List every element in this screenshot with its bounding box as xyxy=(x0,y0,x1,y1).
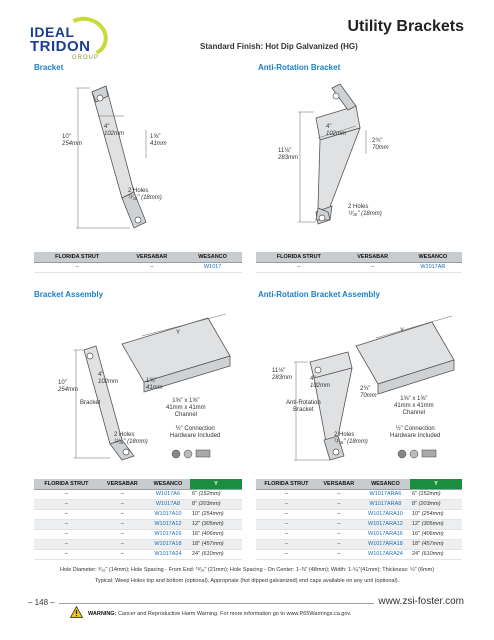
col-y: Y xyxy=(410,479,462,489)
website-link[interactable]: www.zsi-foster.com xyxy=(374,596,464,607)
col-wesanco: WESANCO xyxy=(404,252,462,262)
anti-rotation-height-in: 11⅛" xyxy=(278,148,292,154)
anti-rotation-holes-label xyxy=(348,204,382,218)
col-versabar: VERSABAR xyxy=(120,252,183,262)
anti-rotation-assembly-connection-label xyxy=(390,426,440,440)
bracket-assembly-height-label xyxy=(58,380,78,394)
cell-versabar: – xyxy=(99,519,146,529)
bracket-width-mm: 102mm xyxy=(104,130,125,137)
cell-wesanco: W1017A8 xyxy=(146,499,190,509)
cell-versabar: – xyxy=(99,529,146,539)
cell-y xyxy=(410,509,462,519)
y-mm: (610mm) xyxy=(421,551,444,557)
anti-rotation-assembly-height-label xyxy=(272,368,292,382)
y-inches: 10" xyxy=(412,511,421,517)
page-number: – 148 – xyxy=(28,598,59,607)
anti-rotation-height-mm: 283mm xyxy=(278,154,299,161)
col-florida-strut: FLORIDA STRUT xyxy=(256,479,317,489)
bracket-height-in: 10" xyxy=(62,134,71,140)
anti-rotation-assembly-channel: 1⅝" x 1⅝" xyxy=(400,396,428,402)
cell-florida: – xyxy=(34,489,99,499)
y-mm: (305mm) xyxy=(201,521,224,527)
bracket-assembly-flange-in: 1⅝" xyxy=(146,378,157,384)
y-mm: (254mm) xyxy=(421,511,444,517)
bracket-flange-mm: 41mm xyxy=(150,140,167,147)
anti-rotation-table xyxy=(256,252,462,273)
cell-wesanco: W1017 xyxy=(183,262,242,272)
y-mm: (406mm) xyxy=(421,531,444,537)
cell-versabar: – xyxy=(99,549,146,559)
y-inches: 12" xyxy=(412,521,421,527)
cell-florida: – xyxy=(34,539,99,549)
y-inches: 16" xyxy=(192,531,201,537)
table-row xyxy=(256,499,462,509)
section-title-bracket-assembly: Bracket Assembly xyxy=(34,290,104,299)
cell-florida: – xyxy=(256,519,317,529)
bracket-drawing xyxy=(30,72,230,252)
cell-wesanco: W1017AR xyxy=(404,262,462,272)
col-versabar: VERSABAR xyxy=(317,479,361,489)
anti-rotation-height-label xyxy=(278,148,298,162)
warning-triangle-icon xyxy=(70,606,83,618)
anti-rotation-assembly-channel-mm: 41mm x 41mm xyxy=(394,402,434,409)
bracket-assembly-flange-label xyxy=(146,378,163,392)
bracket-assembly-height-in: 10" xyxy=(58,380,67,386)
cell-versabar: – xyxy=(317,549,361,559)
table-row xyxy=(256,262,462,272)
page-subtitle: Standard Finish: Hot Dip Galvanized (HG) xyxy=(200,42,358,51)
anti-rotation-assembly-width-label xyxy=(310,376,330,390)
table-row xyxy=(256,489,462,499)
table-row xyxy=(34,262,242,272)
y-inches: 16" xyxy=(412,531,421,537)
cell-wesanco: W1017ARA10 xyxy=(361,509,410,519)
anti-rotation-assembly-part2: Bracket xyxy=(293,406,314,413)
cell-y xyxy=(190,539,242,549)
y-mm: (152mm) xyxy=(418,491,441,497)
y-inches: 18" xyxy=(412,541,421,547)
bracket-flange-label xyxy=(150,134,167,148)
cell-wesanco: W1017A6 xyxy=(146,489,190,499)
cell-y xyxy=(410,499,462,509)
cell-florida: – xyxy=(256,499,317,509)
cell-y xyxy=(410,529,462,539)
bracket-holes: 2 Holes xyxy=(128,188,149,194)
anti-rotation-assembly-hole-size: ¹¹⁄₁₆" (18mm) xyxy=(334,438,368,445)
y-mm: (203mm) xyxy=(418,501,441,507)
cell-florida: – xyxy=(34,262,120,272)
cell-versabar: – xyxy=(99,509,146,519)
anti-rotation-flange-mm: 70mm xyxy=(372,144,389,151)
table-row xyxy=(256,539,462,549)
anti-rotation-hole-size: ¹¹⁄₁₆" (18mm) xyxy=(348,210,382,217)
cell-wesanco: W1017ARA16 xyxy=(361,529,410,539)
col-y: Y xyxy=(190,479,242,489)
cell-florida: – xyxy=(34,529,99,539)
cell-versabar: – xyxy=(317,499,361,509)
bracket-assembly-holes-label xyxy=(114,432,148,446)
bracket-width-in: 4" xyxy=(104,124,110,130)
y-inches: 6" xyxy=(192,491,198,497)
typical-note: Typical: Weep Holes top and bottom (optional), Appropriate (hot dipped galvanized) end caps available on any unit (optional). xyxy=(94,578,400,584)
bracket-height-label xyxy=(62,134,82,148)
col-versabar: VERSABAR xyxy=(342,252,404,262)
bracket-assembly-channel-label xyxy=(166,398,206,419)
anti-rotation-assembly-height-mm: 283mm xyxy=(272,374,293,381)
bracket-assembly-conn2: Hardware Included xyxy=(170,432,221,439)
y-mm: (152mm) xyxy=(198,491,221,497)
cell-wesanco: W1017A16 xyxy=(146,529,190,539)
anti-rotation-assembly-holes: 2 Holes xyxy=(334,432,355,438)
cell-wesanco: W1017ARA24 xyxy=(361,549,410,559)
bracket-assembly-width-in: 4" xyxy=(98,372,104,378)
y-mm: (457mm) xyxy=(421,541,444,547)
cell-florida: – xyxy=(256,539,317,549)
y-mm: (457mm) xyxy=(201,541,224,547)
anti-rotation-assembly-channel-label xyxy=(394,396,434,417)
page-title: Utility Brackets xyxy=(347,18,464,35)
cell-versabar: – xyxy=(317,529,361,539)
anti-rotation-width-label xyxy=(326,124,346,138)
cell-wesanco: W1017ARA6 xyxy=(361,489,410,499)
anti-rotation-assembly-conn2: Hardware Included xyxy=(390,432,441,439)
anti-rotation-assembly-part: Anti-Rotation xyxy=(286,400,321,406)
table-row xyxy=(34,519,242,529)
bracket-flange-in: 1⅝" xyxy=(150,134,161,140)
y-inches: 24" xyxy=(412,551,421,557)
anti-rotation-assembly-width-mm: 102mm xyxy=(310,382,331,389)
anti-rotation-assembly-flange-in: 2¾" xyxy=(360,386,371,392)
cell-versabar: – xyxy=(120,262,183,272)
logo-line-2: TRIDON xyxy=(30,38,91,55)
cell-florida: – xyxy=(34,549,99,559)
y-mm: (610mm) xyxy=(201,551,224,557)
bracket-assembly-part-label: Bracket xyxy=(80,400,101,406)
bracket-assembly-channel-mm: 41mm x 41mm xyxy=(166,404,206,411)
section-title-anti-rotation-assembly: Anti-Rotation Bracket Assembly xyxy=(258,290,380,299)
cell-y xyxy=(410,539,462,549)
y-inches: 6" xyxy=(412,491,418,497)
bracket-assembly-holes: 2 Holes xyxy=(114,432,135,438)
warning-text: Cancer and Reproductive Harm Warning. For more information go to www.P65Warnings.ca.gov. xyxy=(117,611,352,617)
cell-versabar: – xyxy=(99,499,146,509)
cell-florida: – xyxy=(256,262,342,272)
col-florida-strut: FLORIDA STRUT xyxy=(34,479,99,489)
anti-rotation-flange-in: 2¾" xyxy=(372,138,383,144)
anti-rotation-assembly-holes-label xyxy=(334,432,368,446)
anti-rotation-assembly-flange-mm: 70mm xyxy=(360,392,377,399)
bracket-assembly-y-label: Y xyxy=(176,330,181,336)
anti-rotation-assembly-table xyxy=(256,479,462,560)
cell-versabar: – xyxy=(317,519,361,529)
bracket-assembly-table xyxy=(34,479,242,560)
y-mm: (203mm) xyxy=(198,501,221,507)
anti-rotation-assembly-flange-label xyxy=(360,386,377,400)
bracket-assembly-conn: ½" Connection xyxy=(175,426,215,432)
cell-wesanco: W1017A24 xyxy=(146,549,190,559)
anti-rotation-width-in: 4" xyxy=(326,124,332,130)
cell-wesanco: W1017ARA12 xyxy=(361,519,410,529)
anti-rotation-assembly-part-label xyxy=(286,400,321,414)
table-row xyxy=(256,549,462,559)
cell-wesanco: W1017ARA8 xyxy=(361,499,410,509)
cell-versabar: – xyxy=(317,539,361,549)
table-row xyxy=(34,549,242,559)
cell-y xyxy=(410,549,462,559)
bracket-assembly-width-label xyxy=(98,372,118,386)
col-wesanco: WESANCO xyxy=(361,479,410,489)
y-inches: 18" xyxy=(192,541,201,547)
bracket-height-mm: 254mm xyxy=(62,140,83,147)
bracket-assembly-connection-label xyxy=(170,426,220,440)
col-wesanco: WESANCO xyxy=(146,479,190,489)
section-title-anti-rotation: Anti-Rotation Bracket xyxy=(258,63,341,72)
cell-y xyxy=(410,519,462,529)
table-row xyxy=(34,499,242,509)
cell-versabar: – xyxy=(99,539,146,549)
y-inches: 8" xyxy=(192,501,198,507)
cell-wesanco: W1017A18 xyxy=(146,539,190,549)
cell-wesanco: W1017A10 xyxy=(146,509,190,519)
y-inches: 24" xyxy=(192,551,201,557)
bracket-assembly-height-mm: 254mm xyxy=(58,386,79,393)
table-row xyxy=(256,529,462,539)
cell-y xyxy=(190,519,242,529)
cell-wesanco: W1017ARA18 xyxy=(361,539,410,549)
cell-florida: – xyxy=(256,529,317,539)
table-row xyxy=(34,529,242,539)
y-mm: (254mm) xyxy=(201,511,224,517)
cell-florida: – xyxy=(34,519,99,529)
y-inches: 12" xyxy=(192,521,201,527)
cell-y xyxy=(190,549,242,559)
bracket-assembly-hole-size: ¹¹⁄₁₆" (18mm) xyxy=(114,438,148,445)
col-florida-strut: FLORIDA STRUT xyxy=(256,252,342,262)
cell-florida: – xyxy=(256,549,317,559)
cell-versabar: – xyxy=(317,509,361,519)
bracket-hole-size: ¹¹⁄₁₆" (18mm) xyxy=(128,194,162,201)
cell-versabar: – xyxy=(342,262,404,272)
bracket-assembly-channel-word: Channel xyxy=(174,411,198,418)
anti-rotation-assembly-height-in: 11⅛" xyxy=(272,368,286,374)
table-row xyxy=(256,509,462,519)
bracket-assembly-channel: 1⅝" x 1⅝" xyxy=(172,398,200,404)
anti-rotation-width-mm: 102mm xyxy=(326,130,347,137)
anti-rotation-flange-label xyxy=(372,138,389,152)
y-mm: (305mm) xyxy=(421,521,444,527)
anti-rotation-assembly-y-label: Y xyxy=(400,328,405,334)
cell-florida: – xyxy=(34,499,99,509)
anti-rotation-holes: 2 Holes xyxy=(348,204,369,210)
cell-florida: – xyxy=(256,509,317,519)
col-florida-strut: FLORIDA STRUT xyxy=(34,252,120,262)
bracket-holes-label xyxy=(128,188,162,202)
cell-versabar: – xyxy=(317,489,361,499)
cell-y xyxy=(190,489,242,499)
cell-florida: – xyxy=(34,509,99,519)
table-row xyxy=(34,509,242,519)
col-versabar: VERSABAR xyxy=(99,479,146,489)
cell-y xyxy=(190,509,242,519)
logo-line-3: GROUP xyxy=(72,55,100,61)
y-inches: 10" xyxy=(192,511,201,517)
bracket-assembly-width-mm: 102mm xyxy=(98,378,119,385)
logo-line-1: IDEAL xyxy=(30,24,75,40)
ideal-tridon-logo xyxy=(22,14,122,66)
section-title-bracket: Bracket xyxy=(34,63,64,72)
anti-rotation-assembly-width-in: 4" xyxy=(310,376,316,382)
anti-rotation-bracket-drawing xyxy=(256,72,456,252)
warning-label: WARNING: xyxy=(88,611,117,617)
prop65-warning xyxy=(88,611,351,617)
anti-rotation-assembly-channel-word: Channel xyxy=(402,409,426,416)
cell-wesanco: W1017A12 xyxy=(146,519,190,529)
cell-y xyxy=(190,529,242,539)
cell-y xyxy=(190,499,242,509)
y-inches: 8" xyxy=(412,501,418,507)
bracket-width-label xyxy=(104,124,124,138)
table-row xyxy=(34,539,242,549)
table-row xyxy=(34,489,242,499)
col-wesanco: WESANCO xyxy=(183,252,242,262)
cell-y xyxy=(410,489,462,499)
anti-rotation-assembly-conn: ½" Connection xyxy=(395,426,435,432)
bracket-assembly-flange-mm: 41mm xyxy=(146,384,163,391)
y-mm: (406mm) xyxy=(201,531,224,537)
bracket-table xyxy=(34,252,242,273)
table-row xyxy=(256,519,462,529)
specs-note: Hole Diameter: ⁹⁄₁₆" (14mm); Hole Spacing - From End: ¹³⁄₁₆" (21mm); Hole Spacing - On Center: 1-⅞" (48mm); Width: 1-⁵⁄₈"(41mm); Thickness: ¼" (6mm) xyxy=(59,567,435,573)
cell-florida: – xyxy=(256,489,317,499)
cell-versabar: – xyxy=(99,489,146,499)
